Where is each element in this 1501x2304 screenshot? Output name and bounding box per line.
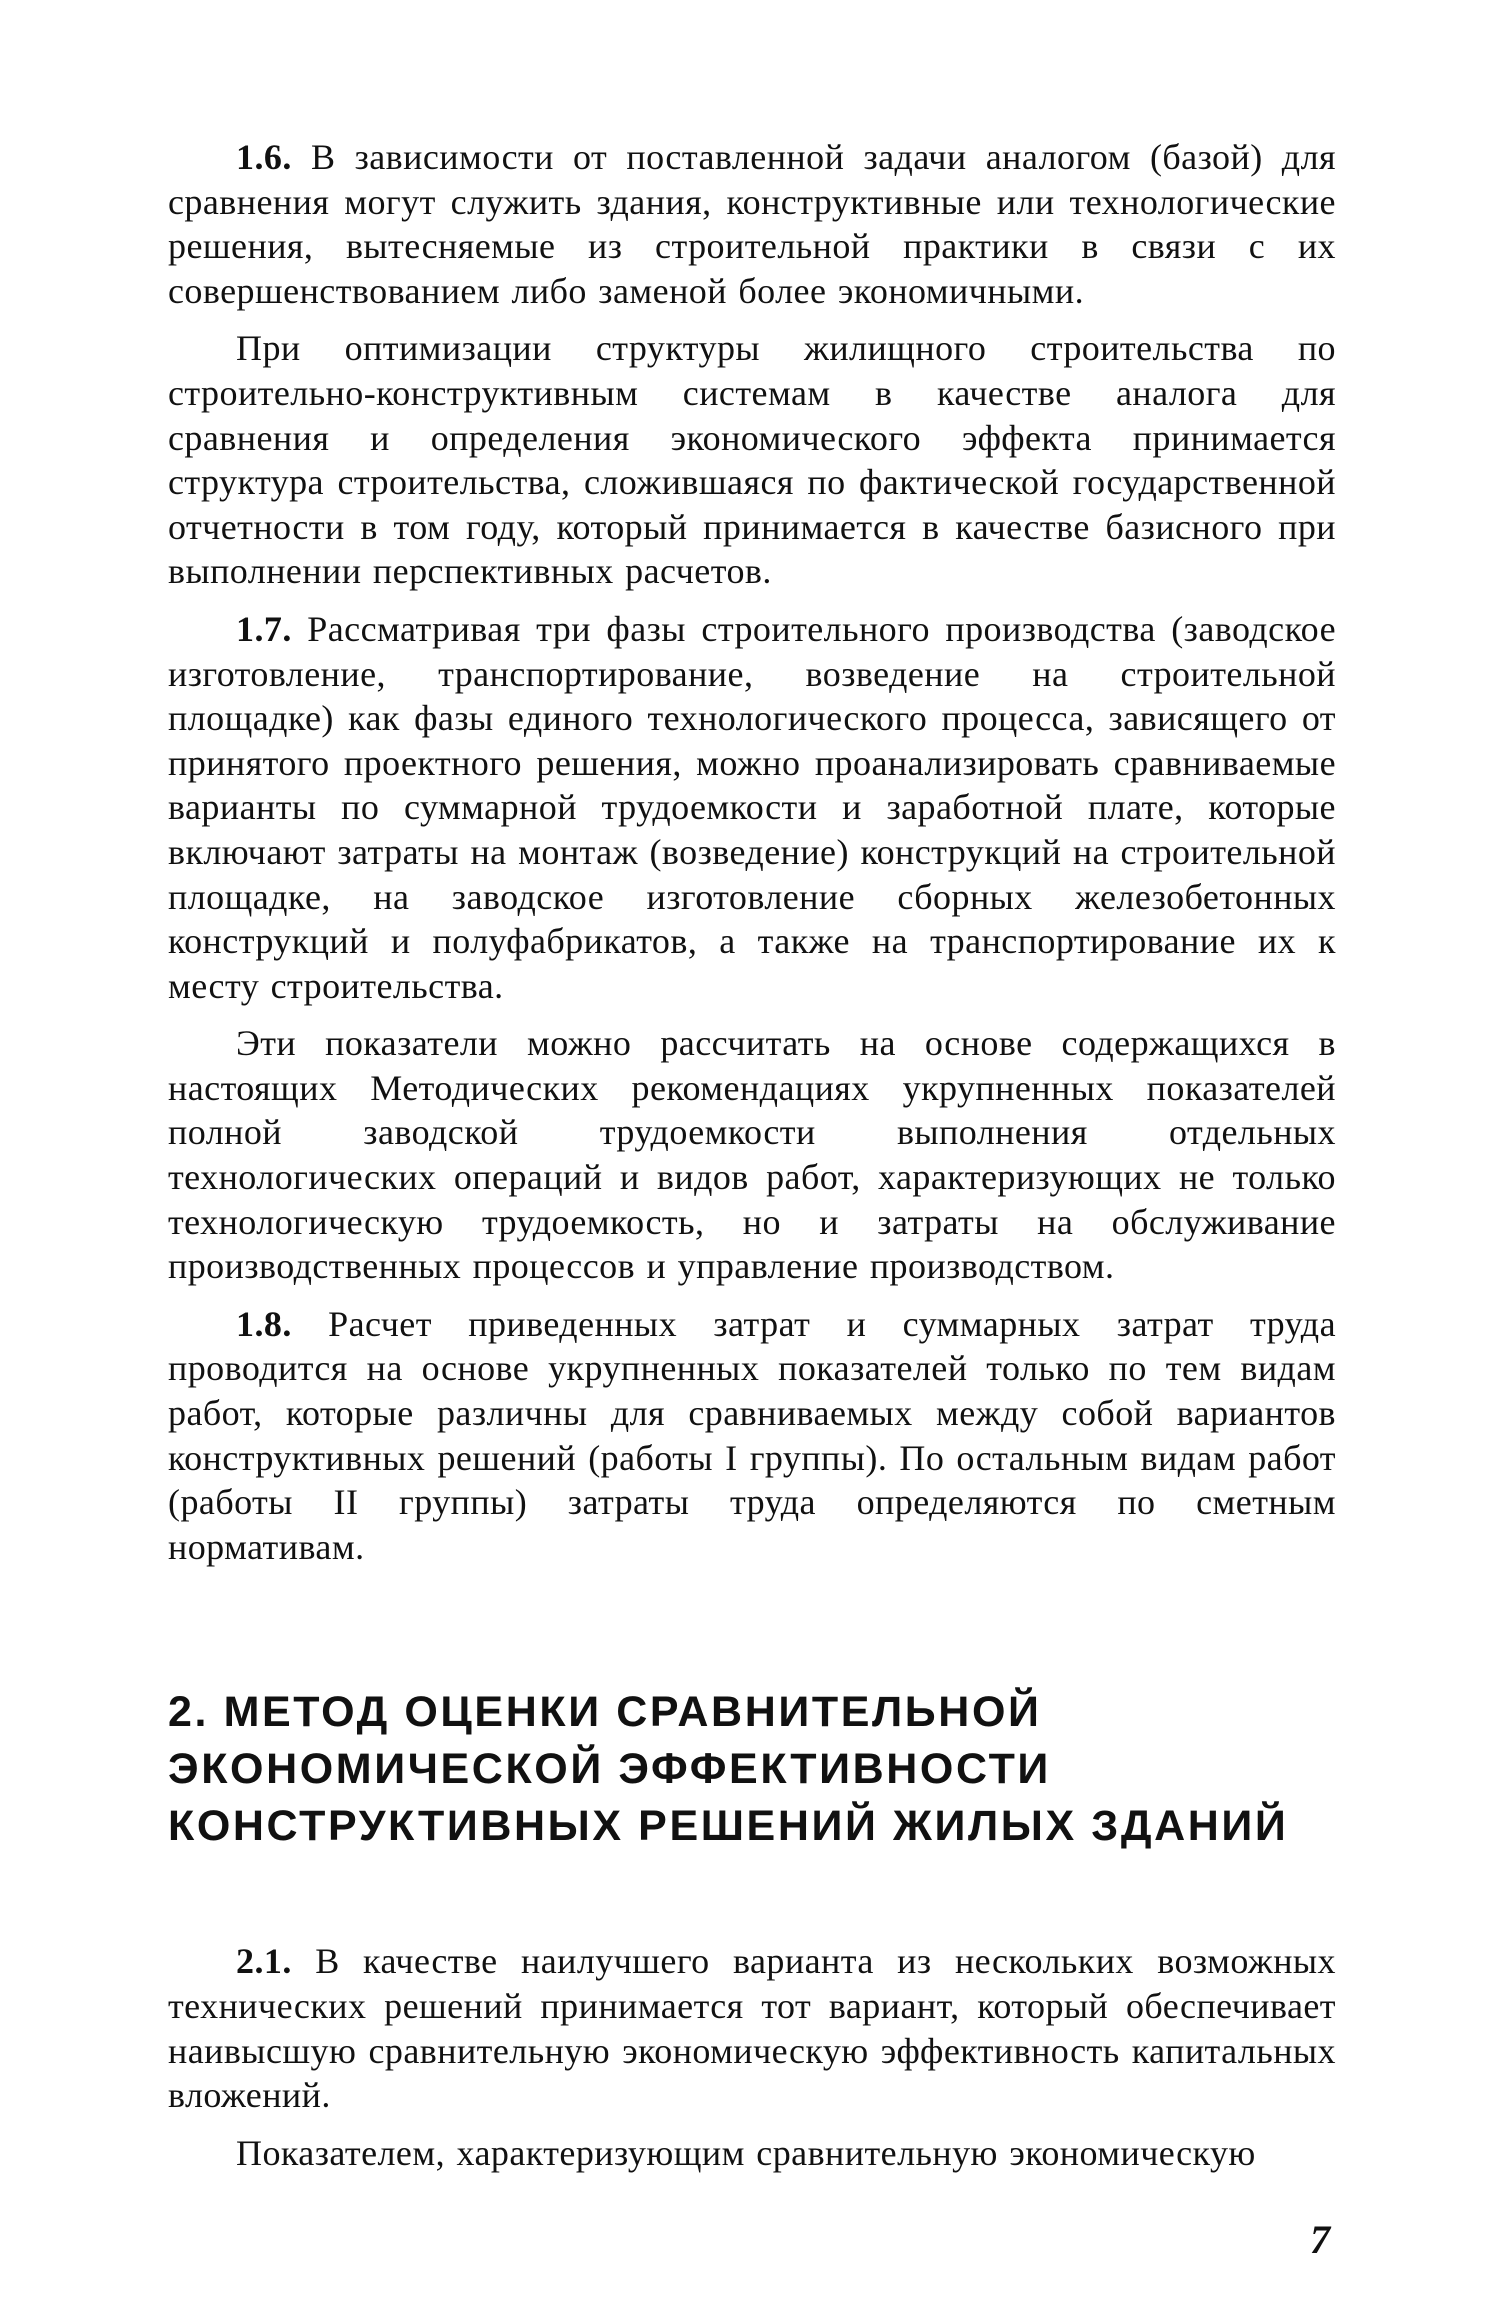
- paragraph-text: В качестве наилучшего варианта из нескольких возможных технических решений принимается тот вариант, который обеспечивает наивысшую сравнительную экономическую эффективность капитальных вложений.: [168, 1941, 1336, 2116]
- section-heading-line-3: КОНСТРУКТИВНЫХ РЕШЕНИЙ ЖИЛЫХ ЗДАНИЙ: [168, 1802, 1289, 1851]
- section-heading-line-2: ЭКОНОМИЧЕСКОЙ ЭФФЕКТИВНОСТИ: [168, 1745, 1051, 1794]
- section-heading: [168, 1684, 1336, 1855]
- paragraph-structure-analog: [168, 326, 1336, 594]
- section-heading-line-1: 2. МЕТОД ОЦЕНКИ СРАВНИТЕЛЬНОЙ: [168, 1688, 1042, 1737]
- paragraph-1-6: [168, 135, 1336, 313]
- paragraph-text: При оптимизации структуры жилищного строительства по строительно-конструктивным системам в качестве аналога для сравнения и определения экономического эффекта принимается структура строительства, сложившаяся по фактической государственной отчетности в том году, который принимается в качестве базисного при выполнении перспективных расчетов.: [168, 328, 1336, 592]
- paragraph-indicator-start: [168, 2131, 1336, 2176]
- paragraph-2-1: [168, 1939, 1336, 2117]
- clause-number: 1.7.: [236, 608, 292, 649]
- paragraph-text: В зависимости от поставленной задачи аналогом (базой) для сравнения могут служить здания, конструктивные или технологические решения, вытесняемые из строительной практики в связи с их совершенствованием либо заменой более экономичными.: [168, 137, 1336, 311]
- paragraph-text: Эти показатели можно рассчитать на основе содержащихся в настоящих Методических рекомендациях укрупненных показателей полной заводской трудоемкости выполнения отдельных технологических операций и видов работ, характеризующих не только технологическую трудоемкость, но и затраты на обслуживание производственных процессов и управление производством.: [168, 1023, 1336, 1287]
- paragraph-indicators: [168, 1021, 1336, 1289]
- clause-number: 1.6.: [236, 137, 292, 177]
- paragraph-text: Показателем, характеризующим сравнительную экономическую: [236, 2132, 1256, 2173]
- clause-number: 1.8.: [236, 1303, 292, 1344]
- clause-number: 2.1.: [236, 1941, 292, 1982]
- document-page: [168, 135, 1336, 2188]
- paragraph-1-7: [168, 607, 1336, 1008]
- paragraph-text: Расчет приведенных затрат и суммарных затрат труда проводится на основе укрупненных показателей только по тем видам работ, которые различны для сравниваемых между собой вариантов конструктивных решений (работы I группы). По остальным видам работ (работы II группы) затраты труда определяются по сметным нормативам.: [168, 1303, 1336, 1567]
- paragraph-1-8: [168, 1302, 1336, 1570]
- page-number: 7: [1310, 2217, 1330, 2262]
- paragraph-text: Рассматривая три фазы строительного производства (заводское изготовление, транспортирование, возведение на строительной площадке) как фазы единого технологического процесса, зависящего от принятого проектного решения, можно проанализировать сравниваемые варианты по суммарной трудоемкости и заработной плате, которые включают затраты на монтаж (возведение) конструкций на строительной площадке, на заводское изготовление сборных железобетонных конструкций и полуфабрикатов, а также на транспортирование их к месту строительства.: [168, 608, 1337, 1006]
